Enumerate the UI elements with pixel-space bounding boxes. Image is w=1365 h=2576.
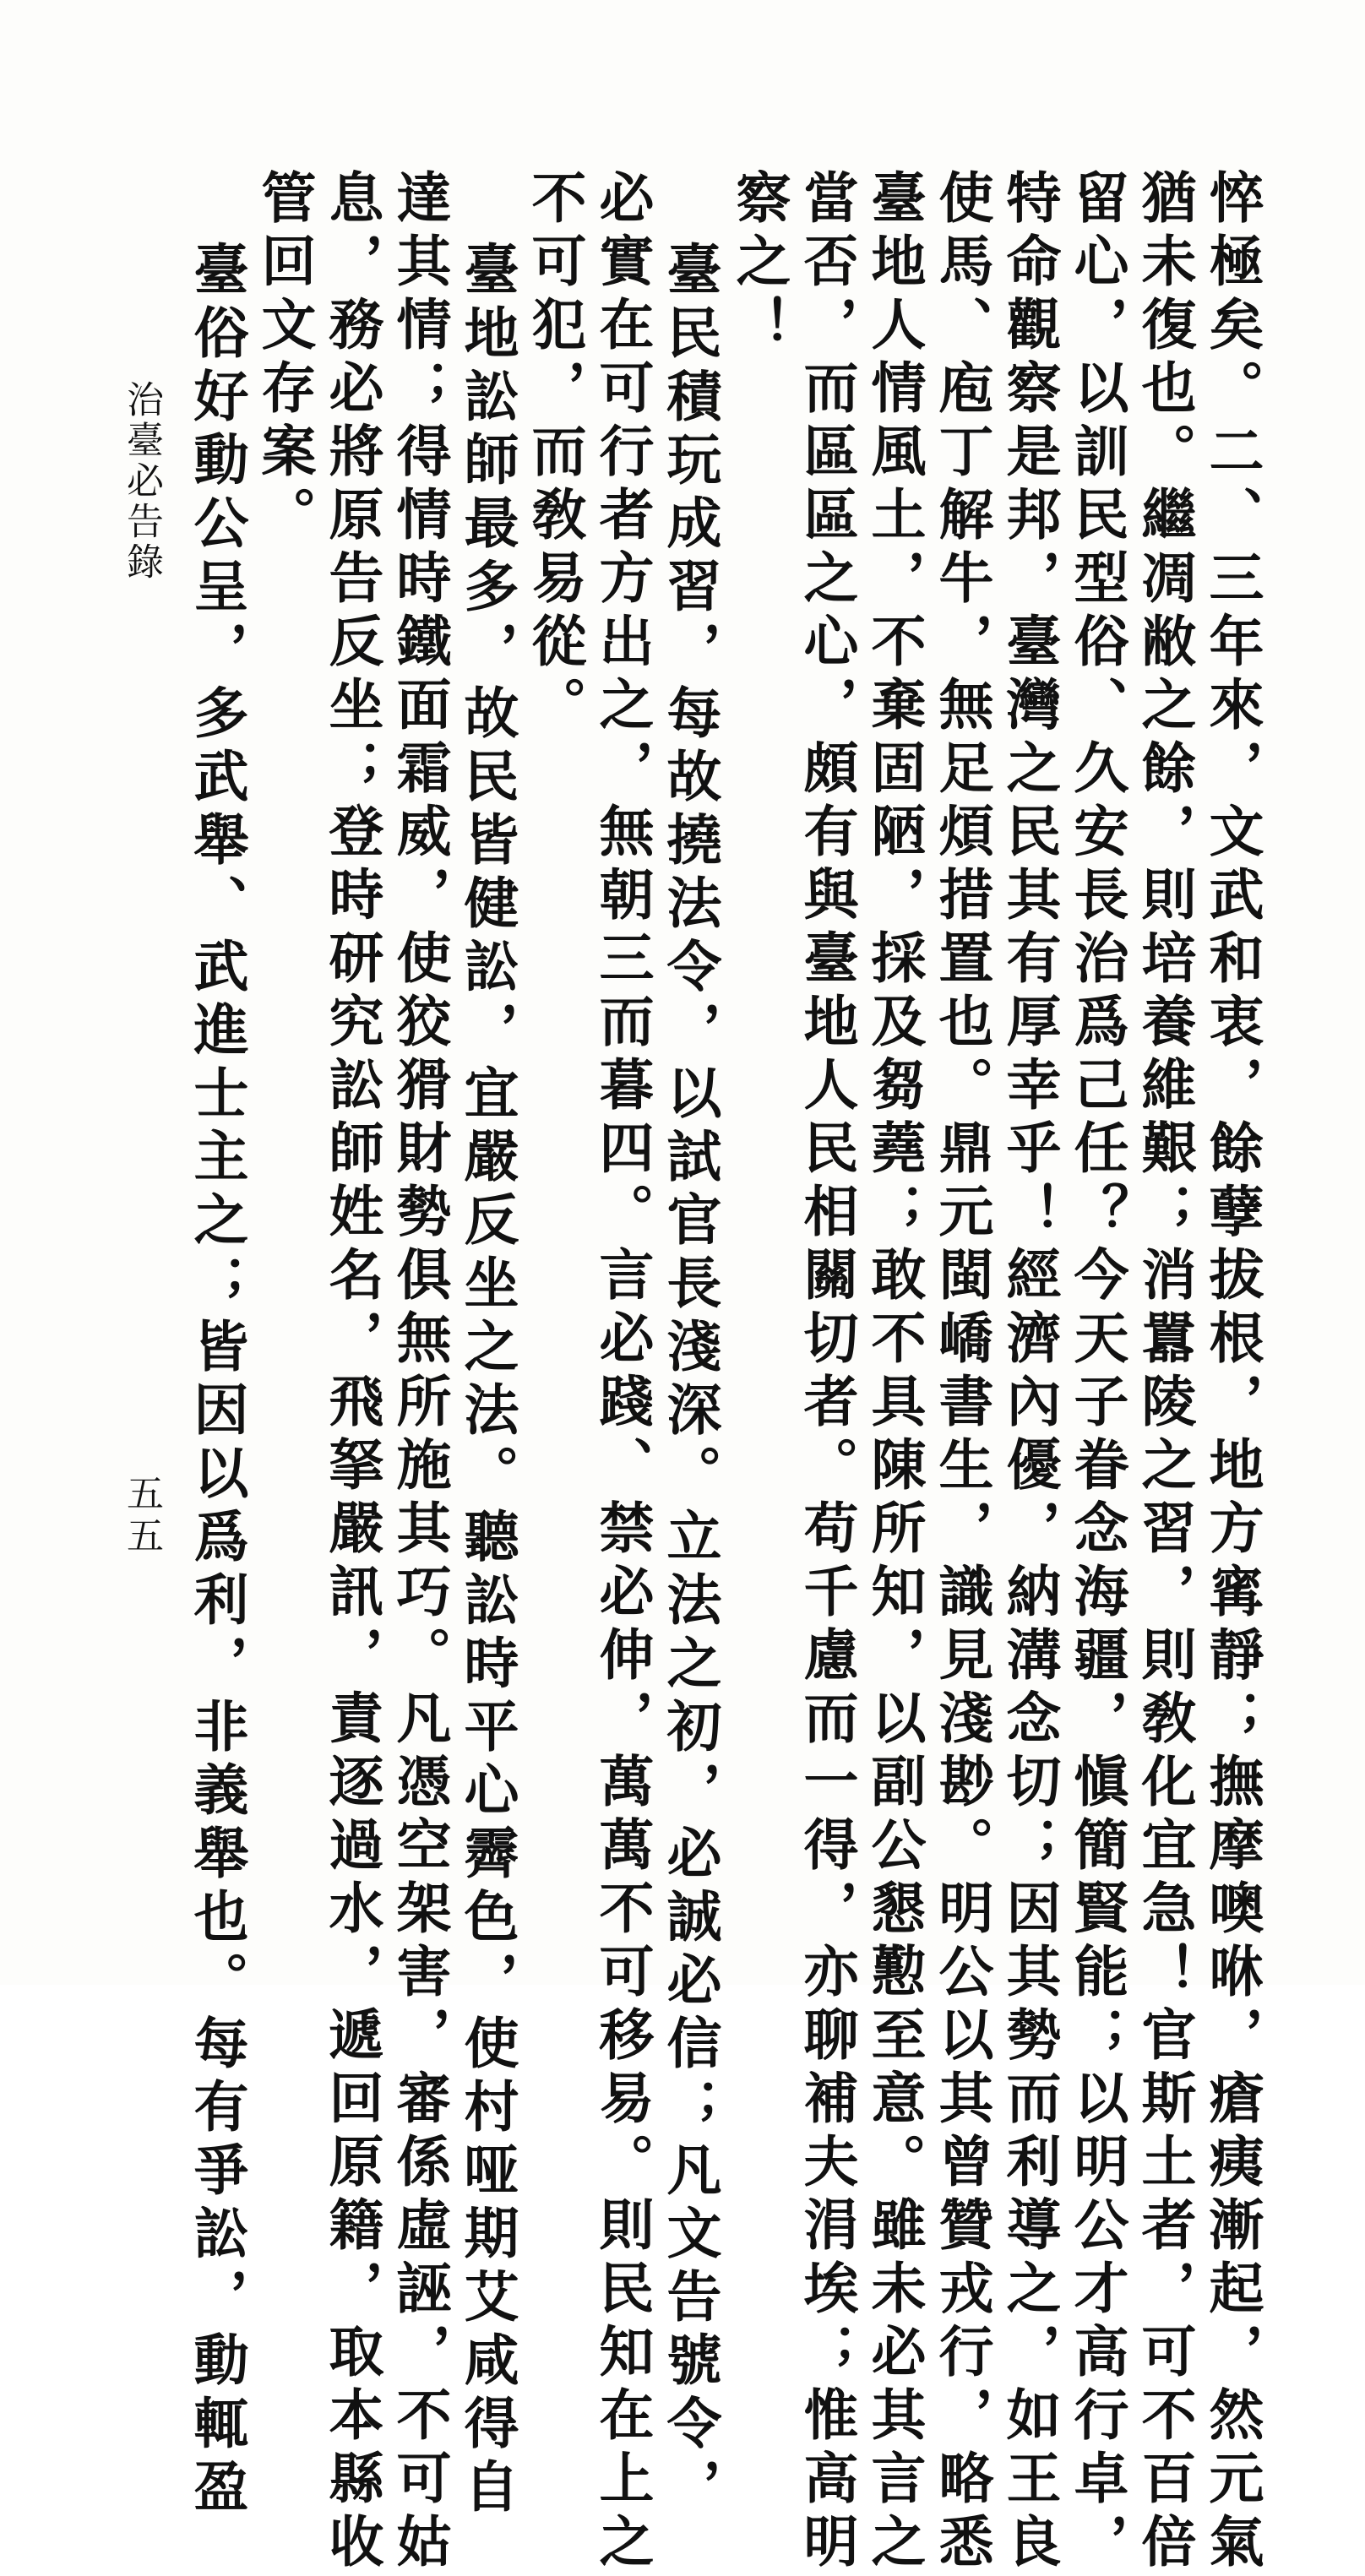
text-line-10: 必實在可行者方出之，無朝三而暮四。言必踐、禁必伸，萬萬不可移易。則民知在上之 [590,169,654,2576]
text-line-16: 臺俗好動公呈，多武舉、武進士主之；皆因以爲利，非義舉也。每有爭訟，動輒盈 [184,241,248,2521]
text-line-3: 留心，以訓民型俗、久安長治爲己任？今天子眷念海疆，愼簡賢能；以明公才高行卓， [1064,169,1128,2576]
text-line-11: 不可犯，而敎易從。 [522,169,586,739]
text-line-1: 悴極矣。二、三年來，文武和衷，餘孽拔根，地方寗靜；撫摩噢咻，瘡痍漸起，然元氣 [1199,169,1264,2576]
text-line-2: 猶未復也。繼凋敝之餘，則培養維艱；消囂陵之習，則敎化宜急！官斯土者，可不百倍 [1132,169,1196,2576]
page-number: 五五 [120,1474,163,1558]
text-line-13: 達其情；得情時鐵面霜威，使狡猾財勢俱無所施其巧。凡憑空架害，審係虛誣，不可姑 [387,169,451,2576]
text-line-14: 息，務必將原告反坐；登時研究訟師姓名，飛拏嚴訊，責逐過水，遞回原籍，取本縣收 [319,169,383,2576]
text-line-4: 特命觀察是邦，臺灣之民其有厚幸乎！經濟內優，納溝念切；因其勢而利導之，如王良 [997,169,1061,2576]
text-line-6: 臺地人情風土，不棄固陋，採及芻蕘；敢不具陳所知，以副公懇懃至意。雖未必其言之 [862,169,926,2576]
text-line-5: 使馬、庖丁解牛，無足煩措置也。鼎元閩嶠書生，識見淺尠。明公以其曾贊戎行，略悉 [929,169,993,2576]
running-header-title: 治臺必告錄 [120,380,163,583]
text-line-12: 臺地訟師最多，故民皆健訟，宜嚴反坐之法。聽訟時平心霽色，使村哑期艾咸得自 [454,241,519,2521]
text-line-9: 臺民積玩成習，每故撓法令，以試官長淺深。立法之初，必誠必信；凡文告號令， [657,241,721,2521]
text-line-15: 管回文存案。 [252,169,316,549]
text-line-8: 察之！ [726,169,791,359]
text-line-7: 當否，而區區之心，頗有與臺地人民相關切者。苟千慮而一得，亦聊補夫涓埃；惟高明 [794,169,858,2576]
